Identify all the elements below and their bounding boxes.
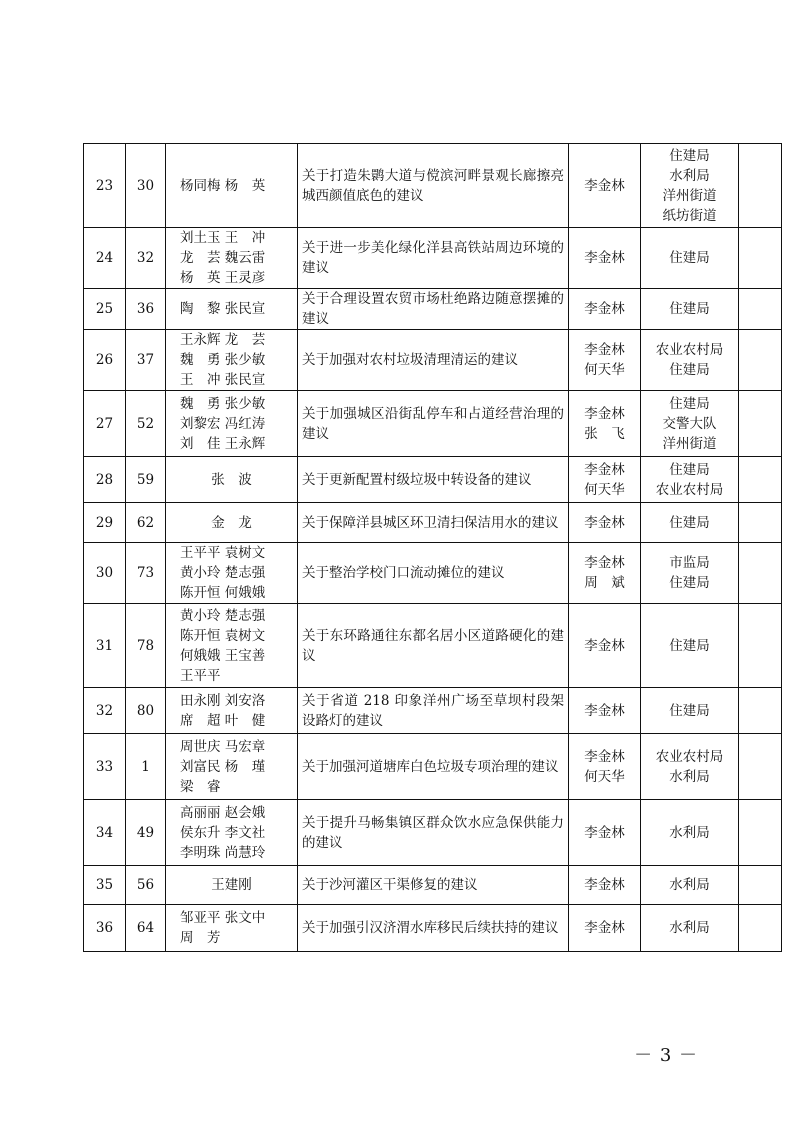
proposal-number: 56 <box>126 866 166 905</box>
proposal-number: 30 <box>126 144 166 228</box>
table-row <box>84 604 782 688</box>
row-sequence: 25 <box>84 289 126 330</box>
table-row <box>84 866 782 905</box>
responsible-leader <box>569 800 641 866</box>
proposal-number: 49 <box>126 800 166 866</box>
table-row <box>84 905 782 952</box>
responsible-leader-line: 李金林 <box>584 877 625 893</box>
handling-department <box>641 688 739 734</box>
table-row <box>84 688 782 734</box>
proposer-names <box>166 543 298 604</box>
responsible-leader <box>569 228 641 289</box>
proposer-names-line: 金 龙 <box>211 514 252 531</box>
proposer-names-line: 王建刚 <box>211 877 252 893</box>
responsible-leader-line: 李金林 <box>584 555 625 571</box>
proposer-names-line: 李明珠 尚慧玲 <box>180 844 266 861</box>
proposer-names-line: 黄小玲 楚志强 <box>180 565 266 581</box>
page-number: － 3 － <box>634 1045 698 1066</box>
handling-department <box>641 144 739 228</box>
proposal-title: 关于保障洋县城区环卫清扫保洁用水的建议 <box>298 503 569 543</box>
proposer-names-line: 高丽丽 赵会娥 <box>180 804 266 821</box>
handling-department-line: 水利局 <box>669 877 710 893</box>
responsible-leader-line: 何天华 <box>584 481 625 498</box>
proposer-names <box>166 734 298 800</box>
proposal-number: 73 <box>126 543 166 604</box>
table-row <box>84 457 782 503</box>
proposer-names <box>166 866 298 905</box>
handling-department <box>641 905 739 952</box>
row-sequence: 23 <box>84 144 126 228</box>
responsible-leader-line: 李金林 <box>584 301 625 317</box>
table-row <box>84 144 782 228</box>
proposal-title: 关于沙河灌区干渠修复的建议 <box>298 866 569 905</box>
proposer-names-line: 陈开恒 袁树文 <box>180 627 266 644</box>
handling-department <box>641 228 739 289</box>
handling-department-line: 住建局 <box>669 301 710 317</box>
handling-department <box>641 503 739 543</box>
proposal-number: 62 <box>126 503 166 543</box>
proposal-table <box>83 143 782 952</box>
proposer-names <box>166 330 298 391</box>
proposal-number: 64 <box>126 905 166 952</box>
proposer-names-line: 邹亚平 张文中 <box>180 910 266 926</box>
responsible-leader-line: 李金林 <box>584 920 625 936</box>
row-sequence: 29 <box>84 503 126 543</box>
proposer-names <box>166 289 298 330</box>
proposal-title: 关于更新配置村级垃圾中转设备的建议 <box>298 457 569 503</box>
responsible-leader-line: 李金林 <box>584 342 625 358</box>
responsible-leader <box>569 734 641 800</box>
proposer-names-line: 刘土玉 王 冲 <box>180 230 266 246</box>
responsible-leader-line: 李金林 <box>584 637 625 654</box>
proposer-names-line: 杨 英 王灵彦 <box>180 270 266 286</box>
handling-department-line: 农业农村局 <box>655 481 724 498</box>
proposer-names-line: 黄小玲 楚志强 <box>180 607 266 624</box>
handling-department-line: 住建局 <box>669 461 710 478</box>
responsible-leader-line: 何天华 <box>584 768 625 785</box>
responsible-leader-line: 李金林 <box>584 702 625 719</box>
note-cell <box>739 144 782 228</box>
proposal-number: 32 <box>126 228 166 289</box>
proposer-names-line: 王平平 <box>180 667 221 684</box>
handling-department <box>641 604 739 688</box>
proposer-names <box>166 144 298 228</box>
responsible-leader-line: 李金林 <box>584 250 625 266</box>
table-row <box>84 734 782 800</box>
handling-department <box>641 734 739 800</box>
proposal-number: 80 <box>126 688 166 734</box>
note-cell <box>739 543 782 604</box>
proposer-names-line: 陶 黎 张民宣 <box>180 301 266 317</box>
responsible-leader <box>569 543 641 604</box>
table-row <box>84 800 782 866</box>
responsible-leader-line: 张 飞 <box>584 425 625 442</box>
row-sequence: 26 <box>84 330 126 391</box>
handling-department-line: 住建局 <box>669 395 710 412</box>
row-sequence: 36 <box>84 905 126 952</box>
proposer-names <box>166 800 298 866</box>
handling-department-line: 住建局 <box>669 575 710 591</box>
proposer-names-line: 周世庆 马宏章 <box>180 738 266 755</box>
row-sequence: 31 <box>84 604 126 688</box>
note-cell <box>739 457 782 503</box>
proposal-number: 52 <box>126 391 166 457</box>
row-sequence: 27 <box>84 391 126 457</box>
row-sequence: 30 <box>84 543 126 604</box>
row-sequence: 24 <box>84 228 126 289</box>
proposer-names-line: 梁 睿 <box>180 778 221 795</box>
handling-department-line: 农业农村局 <box>655 342 724 358</box>
note-cell <box>739 289 782 330</box>
proposer-names-line: 席 超 叶 健 <box>180 712 266 729</box>
responsible-leader <box>569 604 641 688</box>
handling-department-line: 住建局 <box>669 514 710 531</box>
proposer-names-line: 陈开恒 何娥娥 <box>180 585 266 601</box>
proposer-names-line: 周 芳 <box>180 930 221 946</box>
proposal-number: 36 <box>126 289 166 330</box>
note-cell <box>739 688 782 734</box>
note-cell <box>739 800 782 866</box>
handling-department-line: 交警大队 <box>662 415 717 432</box>
responsible-leader <box>569 457 641 503</box>
proposer-names-line: 侯东升 李文社 <box>180 824 266 841</box>
note-cell <box>739 734 782 800</box>
row-sequence: 28 <box>84 457 126 503</box>
responsible-leader-line: 李金林 <box>584 177 625 194</box>
note-cell <box>739 905 782 952</box>
row-sequence: 35 <box>84 866 126 905</box>
note-cell <box>739 330 782 391</box>
responsible-leader-line: 李金林 <box>584 514 625 531</box>
handling-department-line: 洋州街道 <box>662 187 717 204</box>
row-sequence: 34 <box>84 800 126 866</box>
proposer-names-line: 何娥娥 王宝善 <box>180 647 266 664</box>
handling-department-line: 纸坊街道 <box>662 207 717 224</box>
table-row <box>84 503 782 543</box>
note-cell <box>739 228 782 289</box>
responsible-leader <box>569 330 641 391</box>
proposer-names <box>166 391 298 457</box>
table-row <box>84 289 782 330</box>
responsible-leader <box>569 688 641 734</box>
responsible-leader-line: 何天华 <box>584 362 625 378</box>
handling-department-line: 住建局 <box>669 637 710 654</box>
proposal-number: 59 <box>126 457 166 503</box>
proposer-names-line: 王平平 袁树文 <box>180 545 266 561</box>
proposer-names-line: 张 波 <box>211 471 252 488</box>
proposer-names <box>166 457 298 503</box>
proposer-names-line: 刘黎宏 冯红涛 <box>180 415 266 432</box>
table-row <box>84 391 782 457</box>
responsible-leader-line: 李金林 <box>584 748 625 765</box>
handling-department-line: 水利局 <box>669 920 710 936</box>
handling-department-line: 住建局 <box>669 250 710 266</box>
table-row <box>84 330 782 391</box>
handling-department-line: 市监局 <box>669 555 710 571</box>
note-cell <box>739 604 782 688</box>
proposer-names-line: 杨同梅 杨 英 <box>180 177 266 194</box>
proposer-names <box>166 604 298 688</box>
proposal-number: 37 <box>126 330 166 391</box>
handling-department-line: 住建局 <box>669 362 710 378</box>
proposer-names-line: 王永辉 龙 芸 <box>180 332 266 348</box>
proposer-names <box>166 228 298 289</box>
handling-department <box>641 457 739 503</box>
table-body <box>84 144 782 952</box>
handling-department <box>641 800 739 866</box>
proposer-names <box>166 503 298 543</box>
proposal-title: 关于加强城区沿街乱停车和占道经营治理的建议 <box>298 391 569 457</box>
proposal-title: 关于合理设置农贸市场杜绝路边随意摆摊的建议 <box>298 289 569 330</box>
handling-department-line: 住建局 <box>669 147 710 164</box>
responsible-leader <box>569 503 641 543</box>
responsible-leader <box>569 144 641 228</box>
proposal-title: 关于提升马畅集镇区群众饮水应急保供能力的建议 <box>298 800 569 866</box>
proposer-names-line: 魏 勇 张少敏 <box>180 395 266 412</box>
proposal-title: 关于加强河道塘库白色垃圾专项治理的建议 <box>298 734 569 800</box>
proposal-title: 关于进一步美化绿化洋县高铁站周边环境的建议 <box>298 228 569 289</box>
proposal-number: 78 <box>126 604 166 688</box>
proposal-title: 关于打造朱鹮大道与傥滨河畔景观长廊擦亮城西颜值底色的建议 <box>298 144 569 228</box>
row-sequence: 32 <box>84 688 126 734</box>
handling-department <box>641 866 739 905</box>
proposer-names <box>166 905 298 952</box>
proposer-names-line: 魏 勇 张少敏 <box>180 352 266 368</box>
proposal-title: 关于加强引汉济渭水库移民后续扶持的建议 <box>298 905 569 952</box>
proposal-title: 关于省道 218 印象洋州广场至草坝村段架设路灯的建议 <box>298 688 569 734</box>
handling-department-line: 住建局 <box>669 702 710 719</box>
proposal-title: 关于加强对农村垃圾清理清运的建议 <box>298 330 569 391</box>
table-row <box>84 228 782 289</box>
handling-department-line: 水利局 <box>669 768 710 785</box>
responsible-leader <box>569 391 641 457</box>
responsible-leader-line: 李金林 <box>584 461 625 478</box>
proposal-title: 关于东环路通往东都名居小区道路硬化的建议 <box>298 604 569 688</box>
handling-department-line: 水利局 <box>669 167 710 184</box>
proposer-names-line: 龙 芸 魏云雷 <box>180 250 266 266</box>
proposer-names <box>166 688 298 734</box>
row-sequence: 33 <box>84 734 126 800</box>
proposal-title: 关于整治学校门口流动摊位的建议 <box>298 543 569 604</box>
note-cell <box>739 866 782 905</box>
note-cell <box>739 503 782 543</box>
responsible-leader <box>569 905 641 952</box>
responsible-leader-line: 李金林 <box>584 824 625 841</box>
proposer-names-line: 王 冲 张民宣 <box>180 372 266 388</box>
proposal-number: 1 <box>126 734 166 800</box>
proposer-names-line: 田永刚 刘安洛 <box>180 692 266 709</box>
responsible-leader-line: 周 斌 <box>584 575 625 591</box>
proposer-names-line: 刘富民 杨 瑾 <box>180 758 266 775</box>
responsible-leader <box>569 866 641 905</box>
table-row <box>84 543 782 604</box>
handling-department <box>641 289 739 330</box>
responsible-leader-line: 李金林 <box>584 405 625 422</box>
handling-department <box>641 543 739 604</box>
responsible-leader <box>569 289 641 330</box>
handling-department-line: 水利局 <box>669 824 710 841</box>
handling-department <box>641 330 739 391</box>
handling-department-line: 农业农村局 <box>655 748 724 765</box>
note-cell <box>739 391 782 457</box>
proposer-names-line: 刘 佳 王永辉 <box>180 435 266 452</box>
handling-department-line: 洋州街道 <box>662 435 717 452</box>
handling-department <box>641 391 739 457</box>
